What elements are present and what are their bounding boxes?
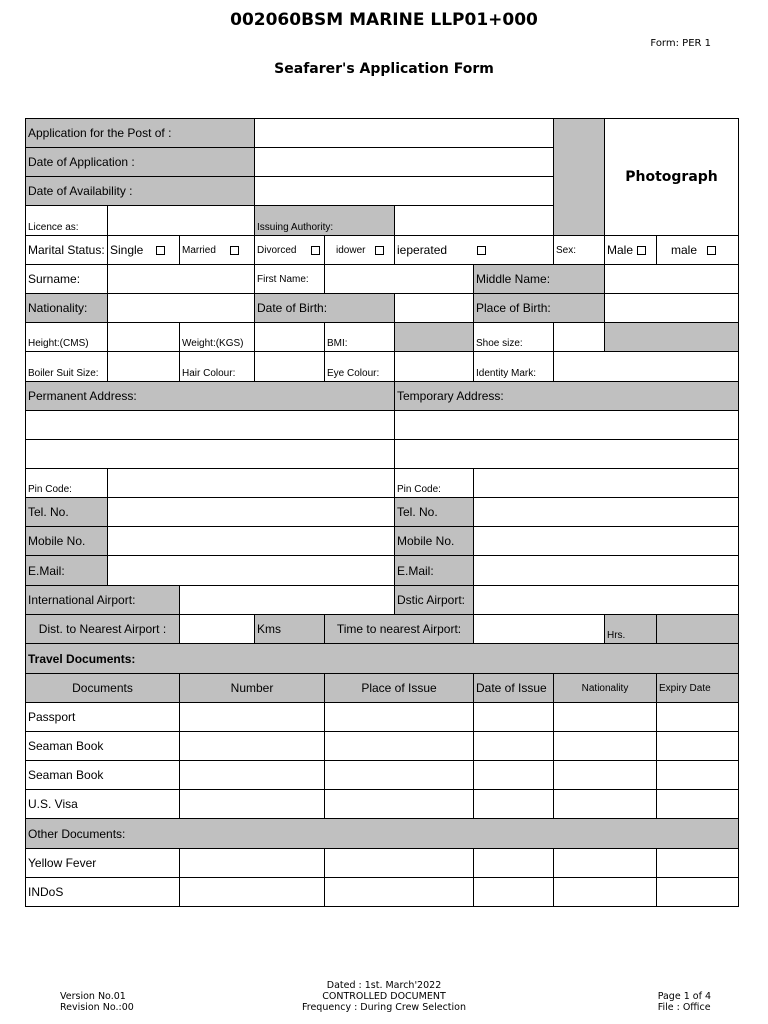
first-name-field[interactable] xyxy=(324,264,474,294)
file-location: File : Office xyxy=(657,1002,711,1013)
label-shoe-size: Shoe size: xyxy=(473,322,554,352)
seaman-book-2-place-field[interactable] xyxy=(324,760,474,790)
hrs-spacer xyxy=(656,614,739,644)
col-header-place-of-issue: Place of Issue xyxy=(324,673,474,703)
option-married[interactable] xyxy=(179,235,255,265)
label-temporary-address: Temporary Address: xyxy=(394,381,739,411)
controlled-document: CONTROLLED DOCUMENT xyxy=(322,991,446,1002)
indos-date-field[interactable] xyxy=(473,877,554,907)
photo-spacer xyxy=(553,118,605,236)
tel-temporary-field[interactable] xyxy=(473,497,739,527)
date-of-availability-field[interactable] xyxy=(254,176,554,206)
photograph-box[interactable]: Photograph xyxy=(604,118,739,236)
option-single[interactable] xyxy=(107,235,180,265)
yellow-fever-nationality-field[interactable] xyxy=(553,848,657,878)
single-label: Single xyxy=(110,243,144,257)
doc-row-label: Seaman Book xyxy=(25,731,180,761)
passport-place-field[interactable] xyxy=(324,702,474,732)
label-surname: Surname: xyxy=(25,264,108,294)
label-first-name: First Name: xyxy=(254,264,325,294)
label-email-temporary: E.Mail: xyxy=(394,555,474,586)
identity-mark-field[interactable] xyxy=(553,351,739,382)
label-post: Application for the Post of : xyxy=(25,118,255,148)
height-field[interactable] xyxy=(107,322,180,352)
temporary-address-line-2[interactable] xyxy=(394,439,739,469)
married-checkbox[interactable] xyxy=(230,246,239,255)
seaman-book-1-date-field[interactable] xyxy=(473,731,554,761)
label-hair-colour: Hair Colour: xyxy=(179,351,255,382)
doc-row-label: Passport xyxy=(25,702,180,732)
label-distance-to-airport: Dist. to Nearest Airport : xyxy=(25,614,180,644)
label-boiler-suit-size: Boiler Suit Size: xyxy=(25,351,108,382)
doc-row-label: Yellow Fever xyxy=(25,848,180,878)
date-of-application-field[interactable] xyxy=(254,147,554,177)
label-weight: Weight:(KGS) xyxy=(179,322,255,352)
seaman-book-2-nationality-field[interactable] xyxy=(553,760,657,790)
yellow-fever-expiry-field[interactable] xyxy=(656,848,739,878)
post-field[interactable] xyxy=(254,118,554,148)
seaman-book-1-expiry-field[interactable] xyxy=(656,731,739,761)
label-permanent-address: Permanent Address: xyxy=(25,381,395,411)
email-permanent-field[interactable] xyxy=(107,555,395,586)
passport-number-field[interactable] xyxy=(179,702,325,732)
mobile-permanent-field[interactable] xyxy=(107,526,395,556)
frequency: Frequency : During Crew Selection xyxy=(301,1002,466,1013)
divorced-label: Divorced xyxy=(257,244,297,256)
form-subtitle: Seafarer's Application Form xyxy=(274,61,494,77)
place-of-birth-field[interactable] xyxy=(604,293,739,323)
middle-name-field[interactable] xyxy=(604,264,739,294)
us-visa-place-field[interactable] xyxy=(324,789,474,819)
label-mobile-temporary: Mobile No. xyxy=(394,526,474,556)
col-header-number: Number xyxy=(179,673,325,703)
shoe-size-spacer xyxy=(604,322,739,352)
indos-number-field[interactable] xyxy=(179,877,325,907)
label-email-permanent: E.Mail: xyxy=(25,555,108,586)
doc-row-label: INDoS xyxy=(25,877,180,907)
option-separated[interactable] xyxy=(394,235,554,265)
widower-label: idower xyxy=(336,244,366,256)
col-header-documents: Documents xyxy=(25,673,180,703)
pin-code-permanent-field[interactable] xyxy=(107,468,395,498)
dated: Dated : 1st. March'2022 xyxy=(326,980,442,991)
nationality-field[interactable] xyxy=(107,293,255,323)
yellow-fever-date-field[interactable] xyxy=(473,848,554,878)
version-no: Version No.01 xyxy=(60,991,126,1002)
yellow-fever-number-field[interactable] xyxy=(179,848,325,878)
male-checkbox[interactable] xyxy=(637,246,646,255)
section-other-documents: Other Documents: xyxy=(25,818,739,849)
us-visa-nationality-field[interactable] xyxy=(553,789,657,819)
us-visa-number-field[interactable] xyxy=(179,789,325,819)
time-to-airport-field[interactable] xyxy=(473,614,605,644)
label-mobile-permanent: Mobile No. xyxy=(25,526,108,556)
issuing-authority-field[interactable] xyxy=(394,205,554,236)
temporary-address-line-1[interactable] xyxy=(394,410,739,440)
female-checkbox[interactable] xyxy=(707,246,716,255)
passport-nationality-field[interactable] xyxy=(553,702,657,732)
surname-field[interactable] xyxy=(107,264,255,294)
label-nationality: Nationality: xyxy=(25,293,108,323)
label-hrs: Hrs. xyxy=(604,614,657,644)
us-visa-expiry-field[interactable] xyxy=(656,789,739,819)
option-male[interactable] xyxy=(604,235,657,265)
revision-no: Revision No.:00 xyxy=(60,1002,134,1013)
label-pin-code-permanent: Pin Code: xyxy=(25,468,108,498)
label-date-of-availability: Date of Availability : xyxy=(25,176,255,206)
international-airport-field[interactable] xyxy=(179,585,395,615)
label-place-of-birth: Place of Birth: xyxy=(473,293,605,323)
indos-nationality-field[interactable] xyxy=(553,877,657,907)
seaman-book-1-nationality-field[interactable] xyxy=(553,731,657,761)
seaman-book-1-number-field[interactable] xyxy=(179,731,325,761)
label-domestic-airport: Dstic Airport: xyxy=(394,585,474,615)
yellow-fever-place-field[interactable] xyxy=(324,848,474,878)
form-number: Form: PER 1 xyxy=(650,38,711,49)
eye-colour-field[interactable] xyxy=(394,351,474,382)
permanent-address-line-2[interactable] xyxy=(25,439,395,469)
col-header-date-of-issue: Date of Issue xyxy=(473,673,554,703)
footer-center xyxy=(234,980,534,1013)
date-of-birth-field[interactable] xyxy=(394,293,474,323)
indos-place-field[interactable] xyxy=(324,877,474,907)
female-label: male xyxy=(671,243,698,257)
footer-left xyxy=(60,991,134,1013)
form-title: 002060BSM MARINE LLP01+000 xyxy=(230,10,538,30)
label-tel-permanent: Tel. No. xyxy=(25,497,108,527)
separated-label: ieperated xyxy=(397,243,448,257)
permanent-address-line-1[interactable] xyxy=(25,410,395,440)
seaman-book-1-place-field[interactable] xyxy=(324,731,474,761)
passport-date-field[interactable] xyxy=(473,702,554,732)
label-time-to-airport: Time to nearest Airport: xyxy=(324,614,474,644)
label-date-of-birth: Date of Birth: xyxy=(254,293,395,323)
label-height: Height:(CMS) xyxy=(25,322,108,352)
us-visa-date-field[interactable] xyxy=(473,789,554,819)
label-kms: Kms xyxy=(254,614,325,644)
label-identity-mark: Identity Mark: xyxy=(473,351,554,382)
seaman-book-2-expiry-field[interactable] xyxy=(656,760,739,790)
seaman-book-2-number-field[interactable] xyxy=(179,760,325,790)
domestic-airport-field[interactable] xyxy=(473,585,739,615)
label-tel-temporary: Tel. No. xyxy=(394,497,474,527)
label-international-airport: International Airport: xyxy=(25,585,180,615)
option-divorced[interactable] xyxy=(254,235,325,265)
hair-colour-field[interactable] xyxy=(254,351,325,382)
label-pin-code-temporary: Pin Code: xyxy=(394,468,474,498)
col-header-expiry-date: Expiry Date xyxy=(656,673,739,703)
footer-right xyxy=(658,991,711,1013)
option-widower[interactable] xyxy=(324,235,395,265)
label-sex: Sex: xyxy=(553,235,605,265)
doc-row-label: U.S. Visa xyxy=(25,789,180,819)
section-travel-documents: Travel Documents: xyxy=(25,643,739,674)
label-middle-name: Middle Name: xyxy=(473,264,605,294)
shoe-size-field[interactable] xyxy=(553,322,605,352)
label-issuing-authority: Issuing Authority: xyxy=(254,205,395,236)
separated-checkbox[interactable] xyxy=(477,246,486,255)
boiler-suit-size-field[interactable] xyxy=(107,351,180,382)
single-checkbox[interactable] xyxy=(156,246,165,255)
page-number: Page 1 of 4 xyxy=(657,991,711,1002)
tel-permanent-field[interactable] xyxy=(107,497,395,527)
passport-expiry-field[interactable] xyxy=(656,702,739,732)
pin-code-temporary-field[interactable] xyxy=(473,468,739,498)
label-licence: Licence as: xyxy=(25,205,108,236)
male-label: Male xyxy=(607,243,634,257)
label-marital-status: Marital Status: xyxy=(25,235,108,265)
mobile-temporary-field[interactable] xyxy=(473,526,739,556)
distance-to-airport-field[interactable] xyxy=(179,614,255,644)
indos-expiry-field[interactable] xyxy=(656,877,739,907)
doc-row-label: Seaman Book xyxy=(25,760,180,790)
col-header-nationality: Nationality xyxy=(553,673,657,703)
divorced-checkbox[interactable] xyxy=(311,246,320,255)
option-female[interactable] xyxy=(656,235,739,265)
licence-field[interactable] xyxy=(107,205,255,236)
weight-field[interactable] xyxy=(254,322,325,352)
label-date-of-application: Date of Application : xyxy=(25,147,255,177)
label-bmi: BMI: xyxy=(324,322,395,352)
seaman-book-2-date-field[interactable] xyxy=(473,760,554,790)
label-eye-colour: Eye Colour: xyxy=(324,351,395,382)
email-temporary-field[interactable] xyxy=(473,555,739,586)
widower-checkbox[interactable] xyxy=(375,246,384,255)
bmi-field[interactable] xyxy=(394,322,474,352)
married-label: Married xyxy=(182,244,216,256)
